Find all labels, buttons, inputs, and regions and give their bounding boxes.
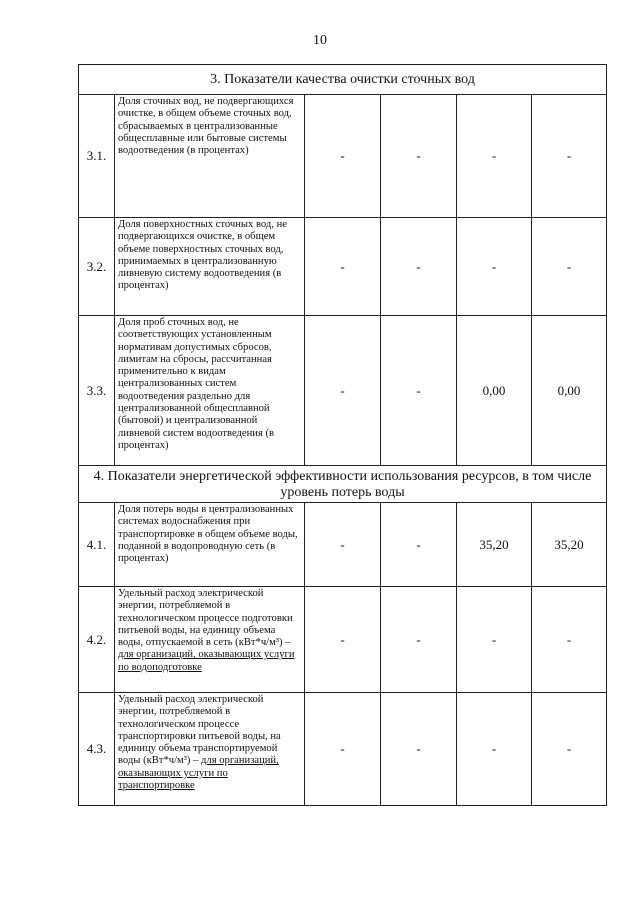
row-number: 4.3. (79, 693, 115, 806)
table-row (79, 503, 607, 587)
row-number: 3.3. (79, 316, 115, 466)
row-value: - (305, 693, 381, 806)
table-row (79, 316, 607, 466)
row-description: Доля сточных вод, не подвергающихся очистке, в общем объеме сточных вод, сбрасываемых в централизованные общесплавные или бытовые системы водоотведения (в процентах) (115, 95, 305, 218)
row-description: Доля потерь воды в централизованных системах водоснабжения при транспортировке в общем объеме воды, поданной в водопроводную сеть (в процентах) (115, 503, 305, 587)
row-value: - (381, 587, 457, 693)
table-row (79, 587, 607, 693)
section-title: 4. Показатели энергетической эффективности использования ресурсов, в том числе уровень потерь воды (79, 466, 607, 503)
row-description-underlined: для организаций, оказывающих услуги по водоподготовке (118, 649, 295, 673)
page-number: 10 (313, 33, 327, 48)
row-value: 0,00 (532, 316, 607, 466)
indicators-table (78, 64, 607, 806)
section-header-row (79, 466, 607, 503)
row-value: - (305, 316, 381, 466)
row-value: - (532, 587, 607, 693)
row-description: Доля проб сточных вод, не соответствующих установленным нормативам допустимых сбросов, лимитам на сбросы, рассчитанная применительно к видам централизованных систем водоотведения раздельно для централизованной общесплавной (бытовой) и централизованной ливневой систем водоотведения (в процентах) (115, 316, 305, 466)
row-description: Доля поверхностных сточных вод, не подвергающихся очистке, в общем объеме поверхностных сточных вод, принимаемых в централизованную ливневую систему водоотведения (в процентах) (115, 218, 305, 316)
row-value: - (381, 316, 457, 466)
row-value: - (457, 587, 532, 693)
row-value: - (457, 218, 532, 316)
row-value: - (457, 693, 532, 806)
row-value: - (532, 95, 607, 218)
row-description-underlined: для организаций, оказывающих услуги по транспортировке (118, 755, 279, 792)
row-description: Удельный расход электрической энергии, потребляемой в технологическом процессе подготовки питьевой воды, на единицу объема воды, отпускаемой в сеть (кВт*ч/м³) – для организаций, оказывающих услуги по водоподготовке (115, 587, 305, 693)
row-number: 4.2. (79, 587, 115, 693)
section-header-row (79, 65, 607, 95)
row-value: - (305, 587, 381, 693)
table-row (79, 218, 607, 316)
table-row (79, 693, 607, 806)
row-number: 3.2. (79, 218, 115, 316)
section-title: 3. Показатели качества очистки сточных вод (79, 65, 607, 95)
table-row (79, 95, 607, 218)
row-value: 35,20 (532, 503, 607, 587)
row-value: - (532, 693, 607, 806)
row-value: 0,00 (457, 316, 532, 466)
row-number: 3.1. (79, 95, 115, 218)
row-value: - (381, 95, 457, 218)
row-value: - (532, 218, 607, 316)
row-value: - (381, 693, 457, 806)
row-value: 35,20 (457, 503, 532, 587)
row-value: - (381, 218, 457, 316)
row-value: - (305, 95, 381, 218)
row-value: - (381, 503, 457, 587)
row-value: - (305, 503, 381, 587)
row-value: - (305, 218, 381, 316)
row-description: Удельный расход электрической энергии, потребляемой в технологическом процессе транспортировки питьевой воды, на единицу объема транспортируемой воды (кВт*ч/м³) – для организаций, оказывающих услуги по транспортировке (115, 693, 305, 806)
row-number: 4.1. (79, 503, 115, 587)
row-value: - (457, 95, 532, 218)
